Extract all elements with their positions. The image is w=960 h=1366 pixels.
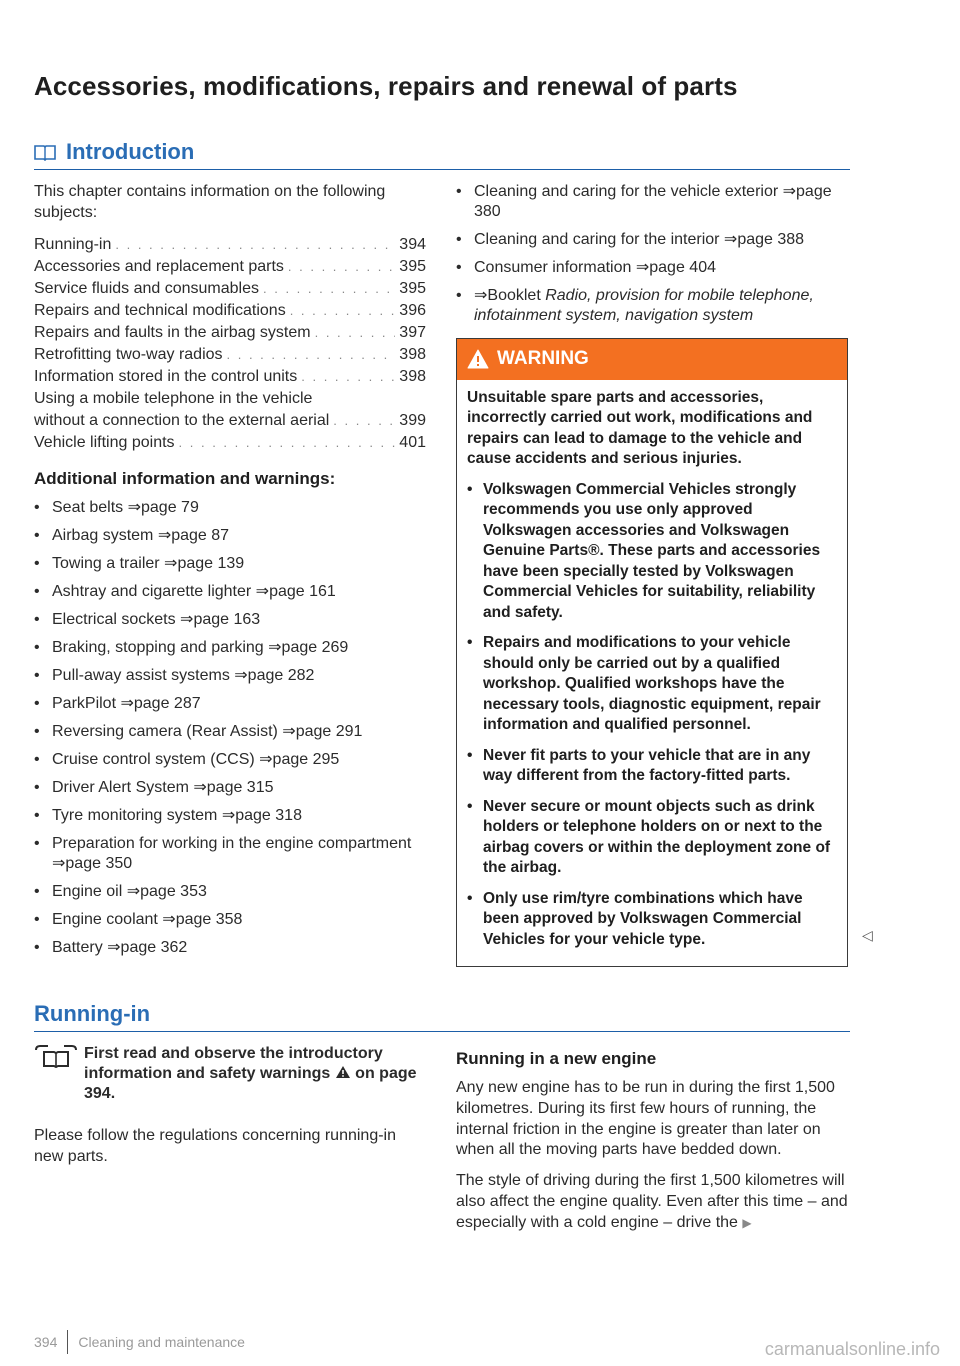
new-engine-p1: Any new engine has to be run in during the first 1,500 kilometres. During its first few hours of running, the internal friction in the engine is greater than later on when all the moving parts have bedded down. (456, 1079, 835, 1159)
warning-item: • Never secure or mount objects such as drink holders or telephone holders on or next to the airbag covers or within the deployment zone of the airbag. (467, 797, 837, 879)
toc-label: Running-in (34, 235, 112, 253)
running-in-heading-text: Running-in (34, 1001, 151, 1026)
continue-arrow-icon: ▶ (742, 1215, 752, 1230)
new-engine-p2-text: The style of driving during the first 1,500 kilometres will also affect the engine quality. Even after this time – and especially with a cold engine – drive the (456, 1172, 848, 1231)
toc-item[interactable] (34, 300, 426, 322)
toc-item[interactable] (34, 278, 426, 300)
warning-triangle-icon (335, 1065, 351, 1079)
additional-info-list (34, 498, 426, 958)
introduction-heading-text: Introduction (66, 139, 195, 164)
toc-item[interactable] (34, 388, 426, 432)
toc-page: 395 (399, 279, 426, 297)
watermark: carmanualsonline.info (764, 1339, 940, 1359)
toc-page: 401 (399, 433, 426, 451)
running-in-body: Please follow the regulations concerning running-in new parts. (34, 1127, 396, 1165)
book-icon (34, 143, 56, 161)
new-engine-p2 (456, 1171, 848, 1233)
toc-label: Repairs and faults in the airbag system (34, 323, 311, 341)
toc-item[interactable] (34, 256, 426, 278)
toc-item[interactable] (34, 234, 426, 256)
intro-right-column (456, 182, 848, 967)
toc-label: Accessories and replacement parts (34, 257, 284, 275)
list-item[interactable]: • Cleaning and caring for the interior ⇒page 388 (456, 230, 848, 250)
toc-item[interactable] (34, 432, 426, 454)
warning-triangle-icon (467, 349, 489, 369)
toc-label: Information stored in the control units (34, 367, 298, 385)
footer-divider (67, 1330, 68, 1354)
warning-item: • Only use rim/tyre combinations which have been approved by Volkswagen Commercial Vehicles for your vehicle type. (467, 889, 837, 951)
additional-info-heading: Additional information and warnings: (34, 468, 336, 488)
list-item[interactable]: • ParkPilot ⇒page 287 (34, 694, 426, 714)
toc-item[interactable] (34, 366, 426, 388)
read-first-line: First read and observe the introductory information and safety warnings (84, 1045, 383, 1082)
list-item-booklet[interactable] (456, 286, 848, 326)
booklet-ref: ⇒Booklet (474, 287, 546, 304)
list-item[interactable]: • Preparation for working in the engine compartment ⇒page 350 (34, 834, 426, 874)
page-number: 394 (34, 1333, 58, 1350)
running-in-heading (34, 1000, 850, 1032)
warning-label: WARNING (497, 348, 589, 369)
toc-label: Retrofitting two-way radios (34, 345, 223, 363)
warning-item: • Repairs and modifications to your vehicle should only be carried out by a qualified workshop. Qualified workshops have the necessary tools, diagnostic equipment, repair information and qualified personnel. (467, 633, 837, 736)
list-item[interactable]: • Tyre monitoring system ⇒page 318 (34, 806, 426, 826)
list-item[interactable]: • Cleaning and caring for the vehicle exterior ⇒page 380 (456, 182, 848, 222)
intro-lead: This chapter contains information on the following subjects: (34, 183, 386, 221)
warning-item: • Never fit parts to your vehicle that are in any way different from the factory-fitted parts. (467, 746, 837, 787)
list-item[interactable]: • Towing a trailer ⇒page 139 (34, 554, 426, 574)
page-footer (34, 1330, 245, 1354)
read-first-text (84, 1044, 426, 1104)
new-engine-heading: Running in a new engine (456, 1049, 657, 1068)
toc-list (34, 234, 426, 454)
introduction-heading (34, 138, 850, 170)
toc-page: 395 (399, 257, 426, 275)
booklet-title: Radio, provision for mobile telephone, infotainment system, navigation system (474, 287, 814, 324)
list-item[interactable]: • Cruise control system (CCS) ⇒page 295 (34, 750, 426, 770)
toc-label: Vehicle lifting points (34, 433, 175, 451)
list-item[interactable]: • Engine oil ⇒page 353 (34, 882, 426, 902)
list-item[interactable]: • Engine coolant ⇒page 358 (34, 910, 426, 930)
toc-page: 394 (399, 235, 426, 253)
toc-label: Using a mobile telephone in the vehicle (34, 389, 313, 407)
warning-lead: Unsuitable spare parts and accessories, incorrectly carried out work, modifications and repairs can lead to damage to the vehicle and cause accidents and serious injuries. (467, 388, 813, 468)
read-first-note (34, 1044, 426, 1104)
running-in-right-column (456, 1044, 848, 1244)
warning-item: • Volkswagen Commercial Vehicles strongly recommends you use only approved Volkswagen accessories and Volkswagen Genuine Parts®. These parts and accessories have been specially tested by Volkswagen Commercial Vehicles for suitability, reliability and safety. (467, 480, 837, 624)
list-item[interactable]: • Airbag system ⇒page 87 (34, 526, 426, 546)
list-item[interactable]: • Pull-away assist systems ⇒page 282 (34, 666, 426, 686)
list-item[interactable]: • Electrical sockets ⇒page 163 (34, 610, 426, 630)
toc-page: 396 (399, 301, 426, 319)
warning-box (456, 338, 848, 967)
running-in-left-column (34, 1044, 426, 1178)
warning-header (457, 339, 847, 380)
page-title: Accessories, modifications, repairs and renewal of parts (34, 71, 738, 101)
toc-label: Service fluids and consumables (34, 279, 260, 297)
list-item[interactable]: • Reversing camera (Rear Assist) ⇒page 291 (34, 722, 426, 742)
intro-left-column (34, 182, 426, 966)
toc-label: Repairs and technical modifications (34, 301, 286, 319)
toc-item[interactable] (34, 322, 426, 344)
related-topics-list (456, 182, 848, 326)
list-item[interactable]: • Braking, stopping and parking ⇒page 269 (34, 638, 426, 658)
section-end-icon: ◁ (862, 927, 873, 943)
toc-page: 398 (399, 345, 426, 363)
toc-item[interactable] (34, 344, 426, 366)
footer-section: Cleaning and maintenance (78, 1333, 245, 1350)
toc-page: 397 (399, 323, 426, 341)
toc-label-line2: without a connection to the external aerial (34, 411, 330, 429)
list-item[interactable]: • Ashtray and cigarette lighter ⇒page 161 (34, 582, 426, 602)
list-item[interactable]: • Consumer information ⇒page 404 (456, 258, 848, 278)
list-item[interactable]: • Battery ⇒page 362 (34, 938, 426, 958)
toc-page: 398 (399, 367, 426, 385)
list-item[interactable]: • Driver Alert System ⇒page 315 (34, 778, 426, 798)
warning-body (457, 380, 847, 967)
read-first-page-ref: on page 394. (84, 1065, 417, 1102)
open-book-icon (34, 1044, 78, 1068)
list-item[interactable]: • Seat belts ⇒page 79 (34, 498, 426, 518)
toc-page: 399 (399, 411, 426, 429)
